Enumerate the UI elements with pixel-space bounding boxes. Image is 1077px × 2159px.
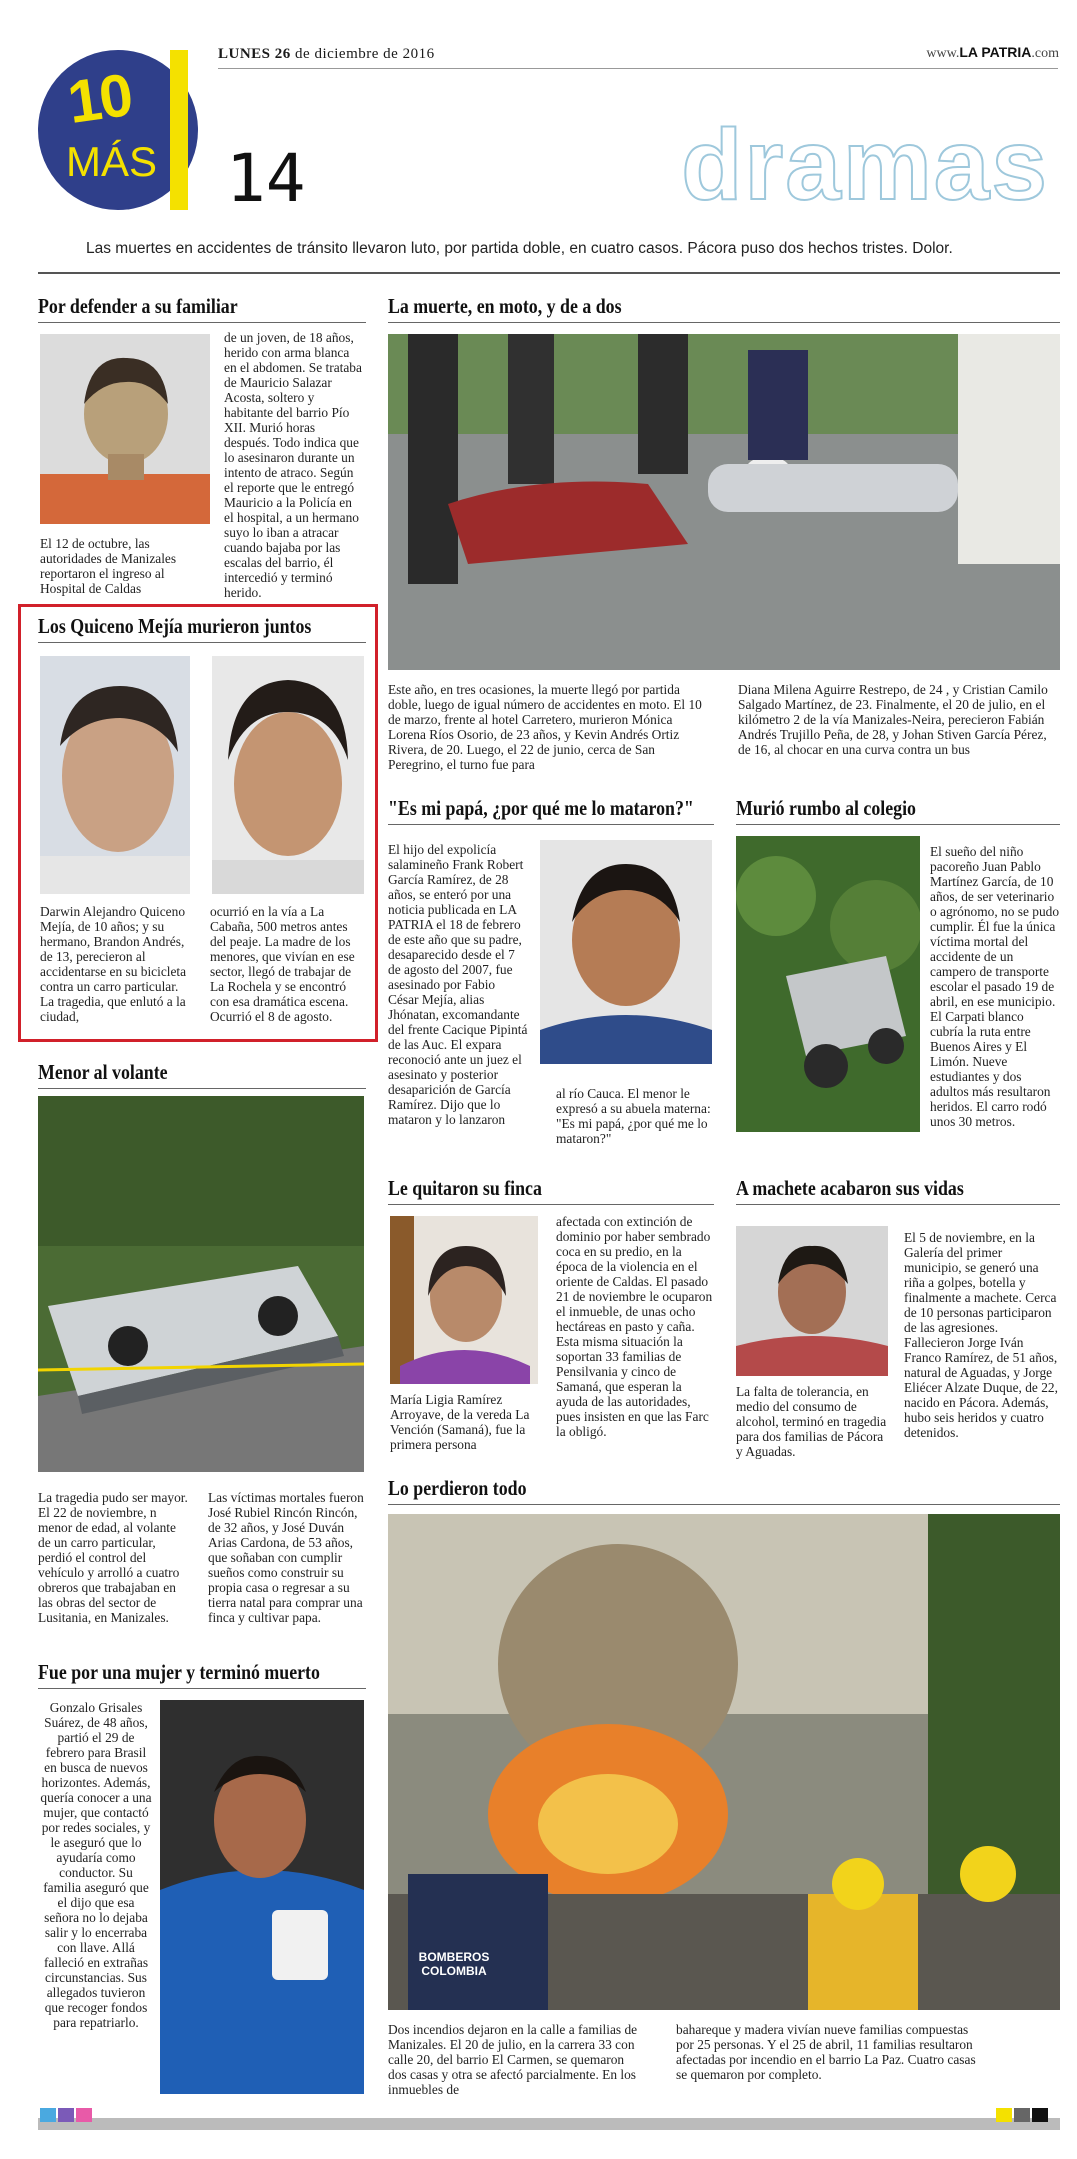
article-title-volante: Menor al volante	[38, 1060, 168, 1084]
article-title-quiceno: Los Quiceno Mejía murieron juntos	[38, 614, 312, 638]
logo-word: MÁS	[66, 138, 158, 185]
subtitle-rule	[38, 272, 1060, 274]
ten-mas-logo	[38, 50, 188, 210]
photo-fire	[388, 1514, 1060, 2010]
color-tile-black	[1032, 2108, 1048, 2122]
body-machete: El 5 de noviembre, en la Galería del primer municipio, se generó una riña a golpes, botella y finalmente a machete. Cerca de 10 personas participaron de las agresiones. Fallecieron Jorge Iván Franco Ramírez, de 51 años, natural de Aguadas, y Jorge Eliécer Alzate Duque, de 22, nacido en Pácora. Además, hubo seis heridos y cuatro detenidos.	[904, 1230, 1058, 1440]
title-rule	[388, 824, 714, 825]
article-title-mujer: Fue por una mujer y terminó muerto	[38, 1660, 320, 1684]
article-title-todo: Lo perdieron todo	[388, 1476, 527, 1500]
caption-finca: María Ligia Ramírez Arroyave, de la vereda La Vención (Samaná), fue la primera persona	[390, 1392, 530, 1452]
body-papa-2: al río Cauca. El menor le expresó a su abuela materna: "Es mi papá, ¿por qué me lo mataron?"	[556, 1086, 711, 1146]
photo-maria-ligia	[390, 1216, 538, 1384]
body-moto-1: Este año, en tres ocasiones, la muerte llegó por partida doble, luego de igual número de accidentes en moto. El 10 de marzo, frente al hotel Carretero, murieron Mónica Lorena Ríos Osorio, de 23 años, y Kevin Andrés Ortiz Rivera, de 20. Luego, el 22 de junio, cerca de San Peregrino, el turno fue para	[388, 682, 702, 772]
title-rule	[388, 1204, 714, 1205]
body-familiar: de un joven, de 18 años, herido con arma blanca en el abdomen. Se trataba de Mauricio Salazar Acosta, soltero y habitante del barrio Pío XII. Murió horas después. Todo indica que lo asesinaron durante un intento de atraco. Según el reporte que le entregó Mauricio a la Policía en el hospital, a un hermano suyo lo iban a atracar cuando bajaba por las escalas del barrio, él intercedió y terminó herido.	[224, 330, 362, 600]
color-tile-cyan	[40, 2108, 56, 2122]
title-rule	[388, 1504, 1060, 1505]
color-tile-gray	[1014, 2108, 1030, 2122]
date-rest: de diciembre de 2016	[290, 46, 435, 62]
uniform-label: BOMBEROS COLOMBIA	[418, 1950, 490, 1978]
photo-moto-accident	[388, 334, 1060, 670]
photo-overturned-car	[38, 1096, 364, 1472]
body-volante-1: La tragedia pudo ser mayor. El 22 de noviembre, n menor de edad, al volante de un carro particular, perdió el control del vehículo y arrolló a cuatro obreros que trabajaban en las obras del sector de Lusitania, en Manizales.	[38, 1490, 188, 1625]
body-moto-2: Diana Milena Aguirre Restrepo, de 24 , y Cristian Camilo Salgado Martínez, de 23. Finalmente, el 20 de julio, en el kilómetro 2 de la vía Manizales-Neira, perecieron Fabián Andrés Trujillo Peña, de 28, y Johan Stiven García Pérez, de 16, al chocar en una curva contra un bus	[738, 682, 1048, 757]
section-title: dramas	[681, 109, 1049, 221]
article-title-colegio: Murió rumbo al colegio	[736, 796, 916, 820]
photo-frank-robert	[540, 840, 712, 1064]
logo-bar	[170, 50, 188, 210]
photo-brandon	[212, 656, 364, 894]
title-rule	[38, 1688, 366, 1689]
site-pre: www.	[926, 46, 960, 61]
article-title-papa: "Es mi papá, ¿por qué me lo mataron?"	[388, 796, 694, 820]
color-tile-yellow	[996, 2108, 1012, 2122]
body-mujer: Gonzalo Grisales Suárez, de 48 años, partió el 29 de febrero para Brasil en busca de nuevos horizontes. Además, quería conocer a una mujer, que contactó por redes sociales, y le aseguró que lo ayudaría como conductor. Su familia aseguró que el dijo que esa señora no lo dejaba salir y lo encerraba con llave. Allá falleció en extrañas circunstancias. Sus allegados tuvieron que recoger fondos para repatriarlo.	[40, 1700, 152, 2030]
photo-darwin	[40, 656, 190, 894]
caption-machete: La falta de tolerancia, en medio del consumo de alcohol, terminó en tragedia para dos familias de Pácora y Aguadas.	[736, 1384, 887, 1459]
header-rule	[218, 68, 1058, 69]
caption-familiar: El 12 de octubre, las autoridades de Manizales reportaron el ingreso al Hospital de Caldas	[40, 536, 177, 596]
page-subtitle: Las muertes en accidentes de tránsito llevaron luto, por partida doble, en cuatro casos. Pácora puso dos hechos tristes. Dolor.	[86, 240, 953, 257]
body-volante-2: Las víctimas mortales fueron José Rubiel Rincón Rincón, de 32 años, y José Duván Arias Cardona, de 53 años, que soñaban con cumplir sueños como construir su propia casa o regresar a su tierra natal para comprar una finca y cultivar papa.	[208, 1490, 364, 1625]
site-brand: LA PATRIA	[959, 44, 1032, 60]
body-finca: afectada con extinción de dominio por haber sembrado coca en su predio, en la época de la violencia en el oriente de Caldas. El pasado 21 de noviembre le ocuparon el inmueble, de unas ocho hectáreas en pasto y caña. Esta misma situación la soportan 33 familias de Pensilvania y cinco de Samaná, que esperan la ayuda de las autoridades, pues insisten en que las Farc la obligó.	[556, 1214, 713, 1439]
article-title-moto: La muerte, en moto, y de a dos	[388, 294, 622, 318]
body-quiceno-2: ocurrió en la vía a La Cabaña, 500 metros antes del peaje. La madre de los menores, que vivían en ese sector, llegó de trabajar de La Rochela y se encontró con esa dramática escena. Ocurrió el 8 de agosto.	[210, 904, 355, 1024]
title-rule	[736, 824, 1060, 825]
page-number: 14	[226, 140, 306, 217]
body-todo-1: Dos incendios dejaron en la calle a familias de Manizales. El 20 de julio, en la carrera 33 con calle 20, del barrio El Carmen, se quemaron dos casas y otra se afectó parcialmente. En los inmuebles de	[388, 2022, 638, 2097]
issue-date	[218, 46, 435, 63]
title-rule	[38, 1088, 366, 1089]
title-rule	[388, 322, 1060, 323]
body-todo-2: bahareque y madera vivían nueve familias compuestas por 25 personas. Y el 25 de abril, 11 familias resultaron afectadas por incendio en el barrio La Paz. Cuatro casas se quemaron por completo.	[676, 2022, 976, 2082]
title-rule	[38, 642, 366, 643]
article-title-familiar: Por defender a su familiar	[38, 294, 238, 318]
title-rule	[38, 322, 366, 323]
photo-victim-machete	[736, 1226, 888, 1376]
body-quiceno-1: Darwin Alejandro Quiceno Mejía, de 10 años; y su hermano, Brandon Andrés, de 13, perecieron al accidentarse en su bicicleta contra un carro particular. La tragedia, que enlutó a la ciudad,	[40, 904, 187, 1024]
body-papa-1: El hijo del expolicía salamineño Frank Robert García Ramírez, de 28 años, se enteró por una noticia publicada en LA PATRIA el 18 de febrero de este año que su padre, desaparecido desde el 7 de agosto del 2007, fue asesinado por Fabio César Mejía, alias Jhónatan, excomandante del frente Cacique Pipintá de las Auc. El expara reconoció ante un juez el asesinato y posterior desaparición de García Ramírez. Dijo que lo mataron y lo lanzaron	[388, 842, 528, 1127]
photo-campero	[736, 836, 920, 1132]
logo-number: 10	[63, 60, 136, 137]
photo-mauricio	[40, 334, 210, 524]
article-title-finca: Le quitaron su finca	[388, 1176, 542, 1200]
site-url[interactable]	[926, 44, 1059, 62]
color-tile-purple	[58, 2108, 74, 2122]
title-rule	[736, 1204, 1060, 1205]
footer-bar	[38, 2118, 1060, 2130]
body-colegio: El sueño del niño pacoreño Juan Pablo Martínez García, de 10 años, de ser veterinario o agrónomo, no se pudo cumplir. Él fue la única víctima mortal del accidente de un campero de transporte escolar el pasado 19 de abril, en ese municipio. El Carpati blanco cubría la ruta entre Buenos Aires y El Limón. Nueve estudiantes y dos adultos más resultaron heridos. El carro rodó unos 30 metros.	[930, 844, 1060, 1129]
article-title-machete: A machete acabaron sus vidas	[736, 1176, 964, 1200]
color-tile-magenta	[76, 2108, 92, 2122]
date-day: LUNES 26	[218, 46, 291, 62]
photo-gonzalo	[160, 1700, 364, 2094]
site-post: .com	[1031, 46, 1059, 61]
